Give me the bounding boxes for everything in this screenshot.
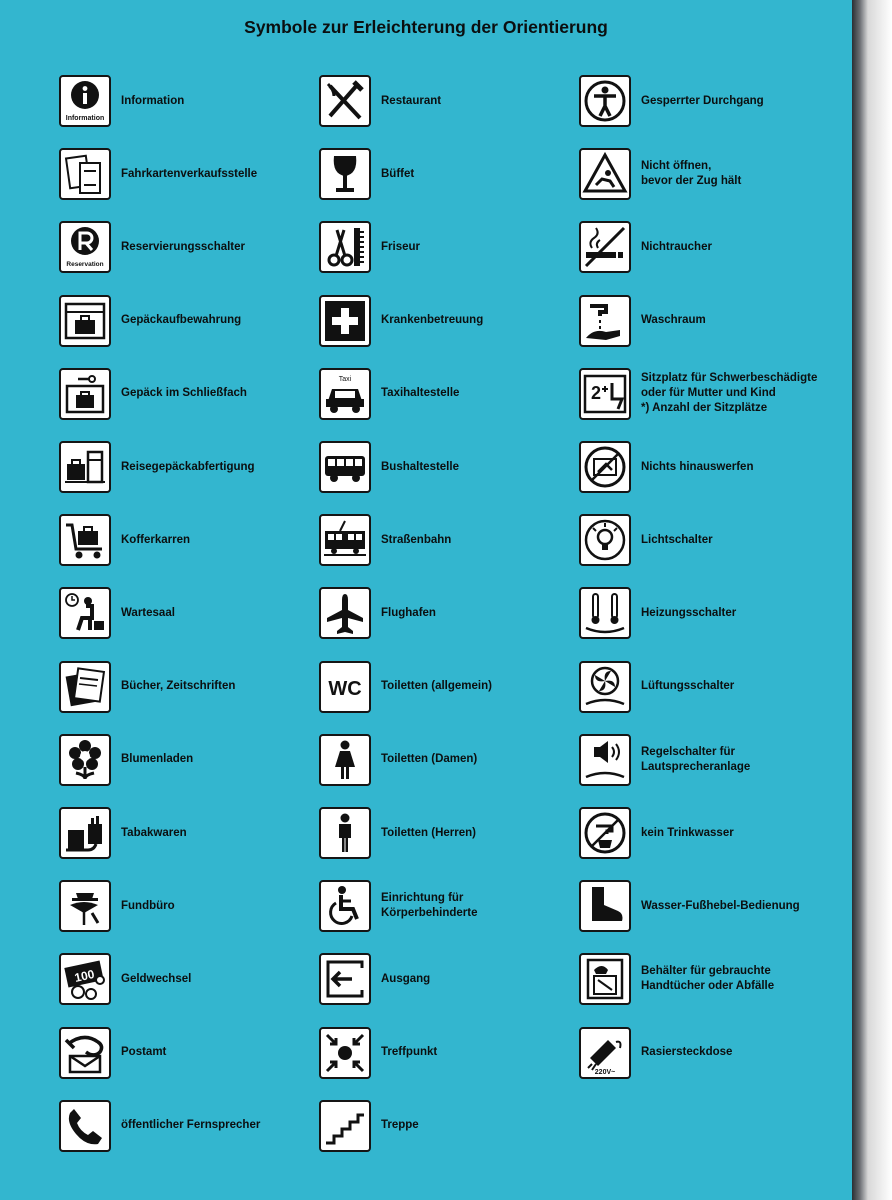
glass-icon (319, 148, 371, 200)
page-edge (852, 0, 892, 1200)
symbol-label: Bushaltestelle (381, 460, 459, 473)
tobacco-icon (59, 807, 111, 859)
waiting-room-icon (59, 587, 111, 639)
symbol-label: Blumenladen (121, 753, 194, 766)
symbol-label: Treppe (381, 1119, 419, 1132)
symbol-label: Information (121, 94, 185, 107)
taxi-icon (319, 368, 371, 420)
post-horn-icon (59, 1027, 111, 1079)
svg-text:WC: WC (328, 677, 362, 700)
symbol-item (319, 293, 591, 349)
symbol-label: Postamt (121, 1046, 167, 1059)
foot-pedal-icon (579, 880, 631, 932)
baggage-checkin-icon (59, 441, 111, 493)
waste-bin-icon (579, 953, 631, 1005)
symbol-item (59, 585, 331, 641)
first-aid-icon (319, 295, 371, 347)
symbol-item (319, 146, 591, 202)
symbol-item (579, 585, 851, 641)
symbol-label: Waschraum (641, 314, 706, 327)
symbol-label: Behälter für gebrauchte Handtücher oder Abfälle (641, 965, 775, 993)
symbol-item (319, 585, 591, 641)
symbol-label: Ausgang (381, 972, 431, 985)
symbol-item (579, 293, 851, 349)
symbol-item (319, 732, 591, 788)
money-exchange-icon (59, 953, 111, 1005)
symbol-item (59, 366, 331, 422)
symbol-label: Fahrkartenverkaufsstelle (121, 167, 258, 180)
symbol-label: Wasser-Fußhebel-Bedienung (641, 899, 800, 912)
symbol-item (319, 366, 591, 422)
no-smoking-icon (579, 221, 631, 273)
cutlery-icon (319, 75, 371, 127)
symbol-label: Reisegepäckabfertigung (121, 460, 255, 473)
wc-icon (319, 661, 371, 713)
symbol-item (59, 805, 331, 861)
symbol-item (59, 732, 331, 788)
books-icon (59, 661, 111, 713)
symbol-label: Rasiersteckdose (641, 1046, 733, 1059)
symbol-item (319, 878, 591, 934)
symbol-label: Flughafen (381, 606, 436, 619)
symbol-label: Reservierungsschalter (121, 240, 246, 253)
symbol-item (579, 146, 851, 202)
symbol-item (59, 293, 331, 349)
symbol-label: Gepäckaufbewahrung (121, 314, 242, 327)
svg-text:Taxi: Taxi (338, 375, 352, 383)
symbol-label: Straßenbahn (381, 533, 452, 546)
symbol-item (319, 1098, 591, 1154)
symbol-item (319, 1025, 591, 1081)
fan-switch-icon (579, 661, 631, 713)
symbol-label: Tabakwaren (121, 826, 187, 839)
symbol-label: Nicht öffnen, bevor der Zug hält (641, 160, 742, 188)
symbol-label: Gesperrter Durchgang (641, 94, 764, 107)
flower-icon (59, 734, 111, 786)
priority-seat-icon (579, 368, 631, 420)
no-entry-icon (579, 75, 631, 127)
luggage-locker-icon (59, 368, 111, 420)
symbol-item (319, 805, 591, 861)
wheelchair-icon (319, 880, 371, 932)
symbol-item (579, 439, 851, 495)
symbol-label: Bücher, Zeitschriften (121, 680, 236, 693)
tram-icon (319, 514, 371, 566)
airplane-icon (319, 587, 371, 639)
symbol-item (579, 219, 851, 275)
svg-text:Information: Information (65, 115, 105, 122)
symbol-item (59, 219, 331, 275)
symbol-label: Sitzplatz für Schwerbeschädigte oder für Mutter und Kind *) Anzahl der Sitzplätze (641, 372, 818, 415)
scissors-comb-icon (319, 221, 371, 273)
symbol-label: Taxihaltestelle (381, 387, 460, 400)
symbol-label: Toiletten (Herren) (381, 826, 476, 839)
symbol-label: öffentlicher Fernsprecher (121, 1119, 261, 1132)
symbol-item (59, 878, 331, 934)
exit-icon (319, 953, 371, 1005)
svg-text:2: 2 (590, 382, 602, 403)
page-title: Symbole zur Erleichterung der Orientierung (244, 17, 608, 37)
symbol-item (59, 1025, 331, 1081)
shaver-socket-icon (579, 1027, 631, 1079)
symbol-label: Gepäck im Schließfach (121, 387, 247, 400)
symbol-item (59, 512, 331, 568)
symbol-item (579, 512, 851, 568)
meeting-point-icon (319, 1027, 371, 1079)
stairs-icon (319, 1100, 371, 1152)
symbol-item (579, 805, 851, 861)
svg-text:Reservation: Reservation (66, 261, 104, 269)
lost-found-icon (59, 880, 111, 932)
symbol-item (319, 659, 591, 715)
symbol-item (579, 732, 851, 788)
symbol-item (579, 73, 851, 129)
symbol-item (579, 1025, 851, 1081)
symbol-label: Nichtraucher (641, 240, 712, 253)
symbol-label: Einrichtung für Körperbehinderte (381, 892, 478, 920)
symbol-label: Lüftungsschalter (641, 680, 735, 693)
svg-text:220V~: 220V~ (594, 1068, 616, 1076)
woman-icon (319, 734, 371, 786)
symbol-label: Krankenbetreuung (381, 314, 484, 327)
no-drinking-water-icon (579, 807, 631, 859)
symbol-label: Treffpunkt (381, 1046, 438, 1059)
information-icon (59, 75, 111, 127)
symbol-item (59, 659, 331, 715)
symbol-label: Lichtschalter (641, 533, 713, 546)
luggage-storage-icon (59, 295, 111, 347)
no-throwing-icon (579, 441, 631, 493)
symbol-item (59, 146, 331, 202)
symbol-item (59, 951, 331, 1007)
symbol-item (579, 366, 851, 422)
warning-triangle-icon (579, 148, 631, 200)
symbol-label: Kofferkarren (121, 533, 191, 546)
symbol-label: Toiletten (Damen) (381, 753, 478, 766)
symbol-item (59, 73, 331, 129)
svg-text:100: 100 (73, 967, 96, 986)
symbol-item (319, 951, 591, 1007)
symbol-label: Geldwechsel (121, 972, 192, 985)
symbol-item (59, 1098, 331, 1154)
bus-icon (319, 441, 371, 493)
telephone-icon (59, 1100, 111, 1152)
heating-switch-icon (579, 587, 631, 639)
speaker-switch-icon (579, 734, 631, 786)
symbol-label: Wartesaal (121, 606, 175, 619)
symbol-label: Nichts hinauswerfen (641, 460, 754, 473)
symbol-item (59, 439, 331, 495)
symbol-label: Friseur (381, 240, 420, 253)
symbol-label: Regelschalter für Lautsprecheranlage (641, 745, 751, 773)
symbol-item (319, 73, 591, 129)
symbol-item (319, 439, 591, 495)
man-icon (319, 807, 371, 859)
symbol-item (319, 512, 591, 568)
reservation-icon (59, 221, 111, 273)
symbol-item (579, 878, 851, 934)
symbol-label: Büffet (381, 167, 415, 180)
light-switch-icon (579, 514, 631, 566)
symbol-item (319, 219, 591, 275)
tickets-icon (59, 148, 111, 200)
symbol-item (579, 951, 851, 1007)
symbol-label: Toiletten (allgemein) (381, 680, 492, 693)
symbol-item (579, 659, 851, 715)
symbol-label: Heizungsschalter (641, 606, 737, 619)
symbol-label: kein Trinkwasser (641, 826, 734, 839)
symbol-label: Fundbüro (121, 899, 175, 912)
symbol-label: Restaurant (381, 94, 442, 107)
luggage-trolley-icon (59, 514, 111, 566)
washroom-icon (579, 295, 631, 347)
